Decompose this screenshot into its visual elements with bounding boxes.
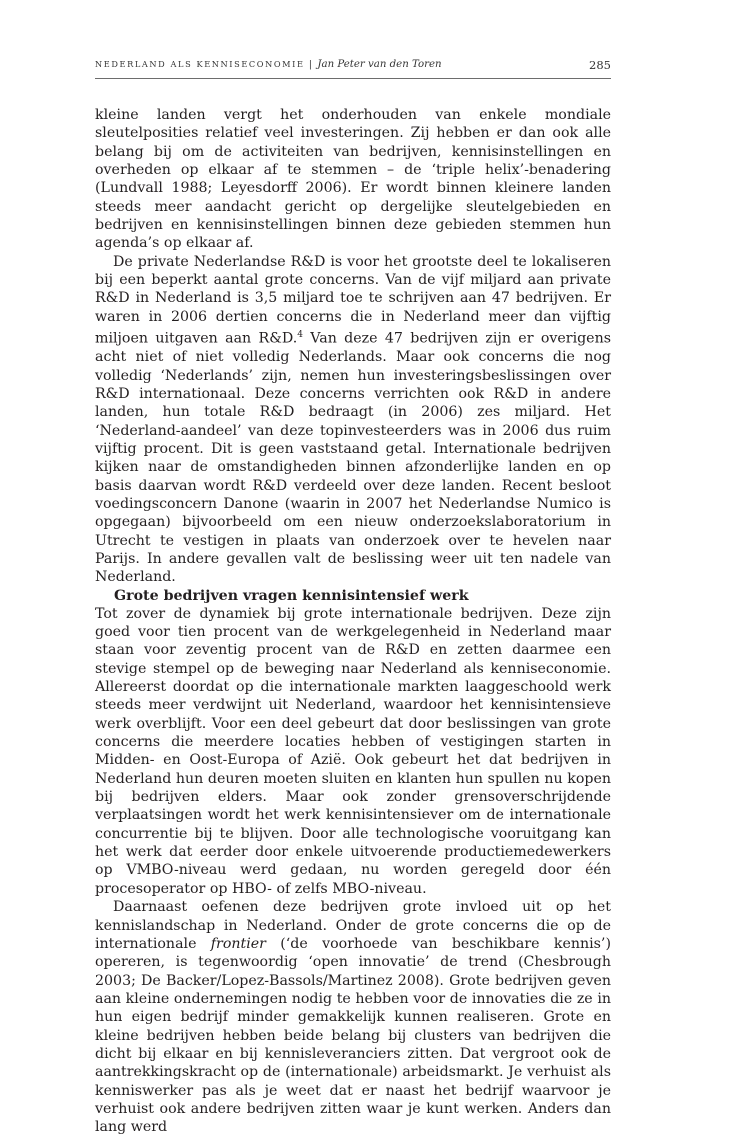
- page-number: 285: [589, 58, 611, 72]
- page-body: [95, 106, 611, 1137]
- book-title: NEDERLAND ALS KENNISECONOMIE: [95, 59, 305, 69]
- paragraph-2-part-2: Van deze 47 bedrijven zijn er overigens acht niet of niet volledig Nederlands. Maar ook concerns die nog volledig ‘Nederlands’ zijn, nemen hun investeringsbeslissingen over R&D internationaal. Deze concerns verrichten ook R&D in andere landen, hun totale R&D bedraagt (in 2006) zes miljard. Het ‘Nederland-aandeel’ van deze topinvesteerders was in 2006 dus ruim vijftig procent. Dit is geen vaststaand getal. Internationale bedrijven kijken naar de omstandigheden binnen afzonderlijke landen en op basis daarvan wordt R&D verdeeld over deze landen. Recent besloot voedingsconcern Danone (waarin in 2007 het Nederlandse Numico is opgegaan) bijvoorbeeld om een nieuw onderzoekslaboratorium in Utrecht te vestigen in plaats van onderzoek over te hevelen naar Parijs. In andere gevallen valt de beslissing weer uit ten nadele van Nederland.: [95, 330, 611, 586]
- paragraph-4: [95, 898, 611, 1136]
- author-name: Jan Peter van den Toren: [317, 59, 442, 70]
- paragraph-1: kleine landen vergt het onderhouden van enkele mondiale sleutelposities relatief veel investeringen. Zij hebben er dan ook alle belang bij om de activiteiten van bedrijven, kennisinstellingen en overheden op elkaar af te stemmen – de ‘triple helix’-benadering (Lundvall 1988; Leyesdorff 2006). Er wordt binnen kleinere landen steeds meer aandacht gericht op dergelijke sleutelgebieden en bedrijven en kennisinstellingen binnen deze gebieden stemmen hun agenda’s op elkaar af.: [95, 107, 611, 252]
- frontier-term: frontier: [210, 935, 266, 952]
- header-separator: |: [304, 59, 318, 70]
- paragraph-3: Tot zover de dynamiek bij grote internationale bedrijven. Deze zijn goed voor tien procent van de werkgelegenheid in Nederland maar staan voor zeventig procent van de R&D en zetten daarmee een stevige stempel op de beweging naar Nederland als kenniseconomie. Allereerst doordat op die internationale markten laaggeschoold werk steeds meer verdwijnt uit Nederland, waardoor het kennisintensieve werk overblijft. Voor een deel gebeurt dat door beslissingen van grote concerns die meerdere locaties hebben of vestigingen starten in Midden- en Oost-Europa of Azië. Ook gebeurt het dat bedrijven in Nederland hun deuren moeten sluiten en klanten hun spullen nu kopen bij bedrijven elders. Maar ook zonder grensoverschrijdende verplaatsingen wordt het werk kennisintensiever om de internationale concurrentie bij te blijven. Door alle technologische vooruitgang kan het werk dat eerder door enkele uitvoerende productiemedewerkers op VMBO-niveau werd gedaan, nu worden geregeld door één procesoperator op HBO- of zelfs MBO-niveau.: [95, 605, 611, 897]
- paragraph-2-part-1: De private Nederlandse R&D is voor het grootste deel te lokaliseren bij een beperkt aantal grote concerns. Van de vijf miljard aan private R&D in Nederland is 3,5 miljard toe te schrijven aan 47 bedrijven. Er waren in 2006 dertien concerns die in Nederland meer dan vijftig miljoen uitgaven aan R&D.: [95, 253, 611, 347]
- section-heading: Grote bedrijven vragen kennisintensief werk: [114, 587, 469, 604]
- footnote-marker: 4: [297, 330, 303, 341]
- paragraph-4-part-1: Daarnaast oefenen deze bedrijven grote invloed uit op het kennislandschap in Nederland. Onder de grote concerns die op de internationale: [95, 899, 611, 952]
- paragraph-4-part-2: (‘de voorhoede van beschikbare kennis’) opereren, is tegenwoordig ‘open innovatie’ de trend (Chesbrough 2003; De Backer/Lopez-Bassols/Martinez 2008). Grote bedrijven geven aan kleine ondernemingen nodig te hebben voor de innovaties die ze in hun eigen bedrijf minder gemakkelijk kunnen realiseren. Grote en kleine bedrijven hebben beide belang bij clusters van bedrijven die dicht bij elkaar en bij kennisleveranciers zitten. Dat vergroot ook de aantrekkingskracht op de (internationale) arbeidsmarkt. Je verhuist als kenniswerker pas als je weet dat er naast het bedrijf waarvoor je verhuist ook andere bedrijven zitten waar je kunt werken. Anders dan lang werd: [95, 935, 611, 1136]
- running-header: [95, 58, 611, 79]
- paragraph-2: [95, 253, 611, 587]
- running-head-text: [95, 59, 442, 70]
